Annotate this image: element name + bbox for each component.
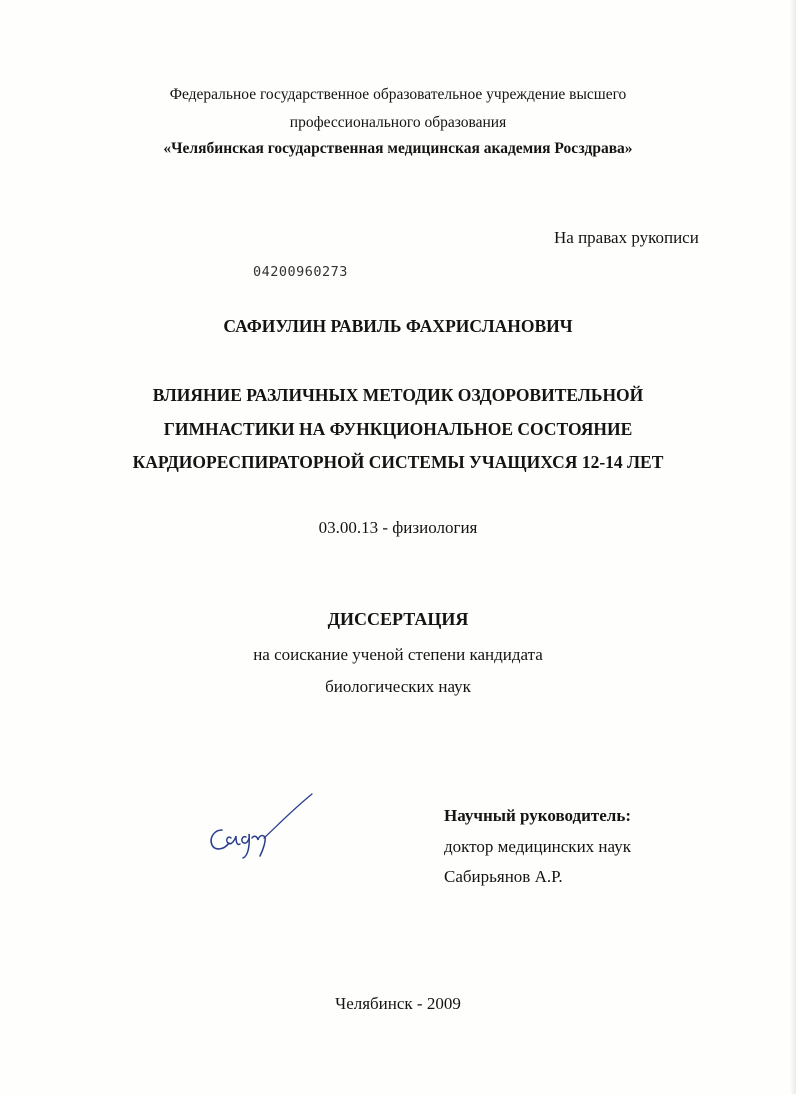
degree-line-2: биологических наук (325, 677, 471, 696)
institution-name: «Челябинская государственная медицинская академия Росздрава» (163, 140, 633, 157)
supervisor-heading: Научный руководитель: (444, 806, 631, 825)
institution-line-1: Федеральное государственное образовательное учреждение высшего (169, 86, 627, 103)
institution-line-2: профессионального образования (289, 114, 507, 131)
thesis-title-line-1: ВЛИЯНИЕ РАЗЛИЧНЫХ МЕТОДИК ОЗДОРОВИТЕЛЬНОЙ (152, 385, 644, 405)
page-edge-shadow (790, 0, 796, 1094)
supervisor-degree: доктор медицинских наук (444, 837, 631, 856)
degree-line-1: на соискание ученой степени кандидата (253, 645, 543, 664)
handwritten-signature (200, 790, 320, 860)
manuscript-note: На правах рукописи (554, 228, 699, 247)
specialty-code: 03.00.13 - физиология (318, 518, 478, 537)
inventory-number: 04200960273 (253, 264, 348, 280)
thesis-title-line-3: КАРДИОРЕСПИРАТОРНОЙ СИСТЕМЫ УЧАЩИХСЯ 12-14 ЛЕТ (132, 452, 664, 472)
thesis-title-line-2: ГИМНАСТИКИ НА ФУНКЦИОНАЛЬНОЕ СОСТОЯНИЕ (163, 419, 633, 439)
document-type: ДИССЕРТАЦИЯ (327, 609, 469, 629)
author-name: САФИУЛИН РАВИЛЬ ФАХРИСЛАНОВИЧ (223, 316, 573, 336)
city-year: Челябинск - 2009 (335, 994, 461, 1013)
supervisor-name: Сабирьянов А.Р. (444, 867, 563, 886)
